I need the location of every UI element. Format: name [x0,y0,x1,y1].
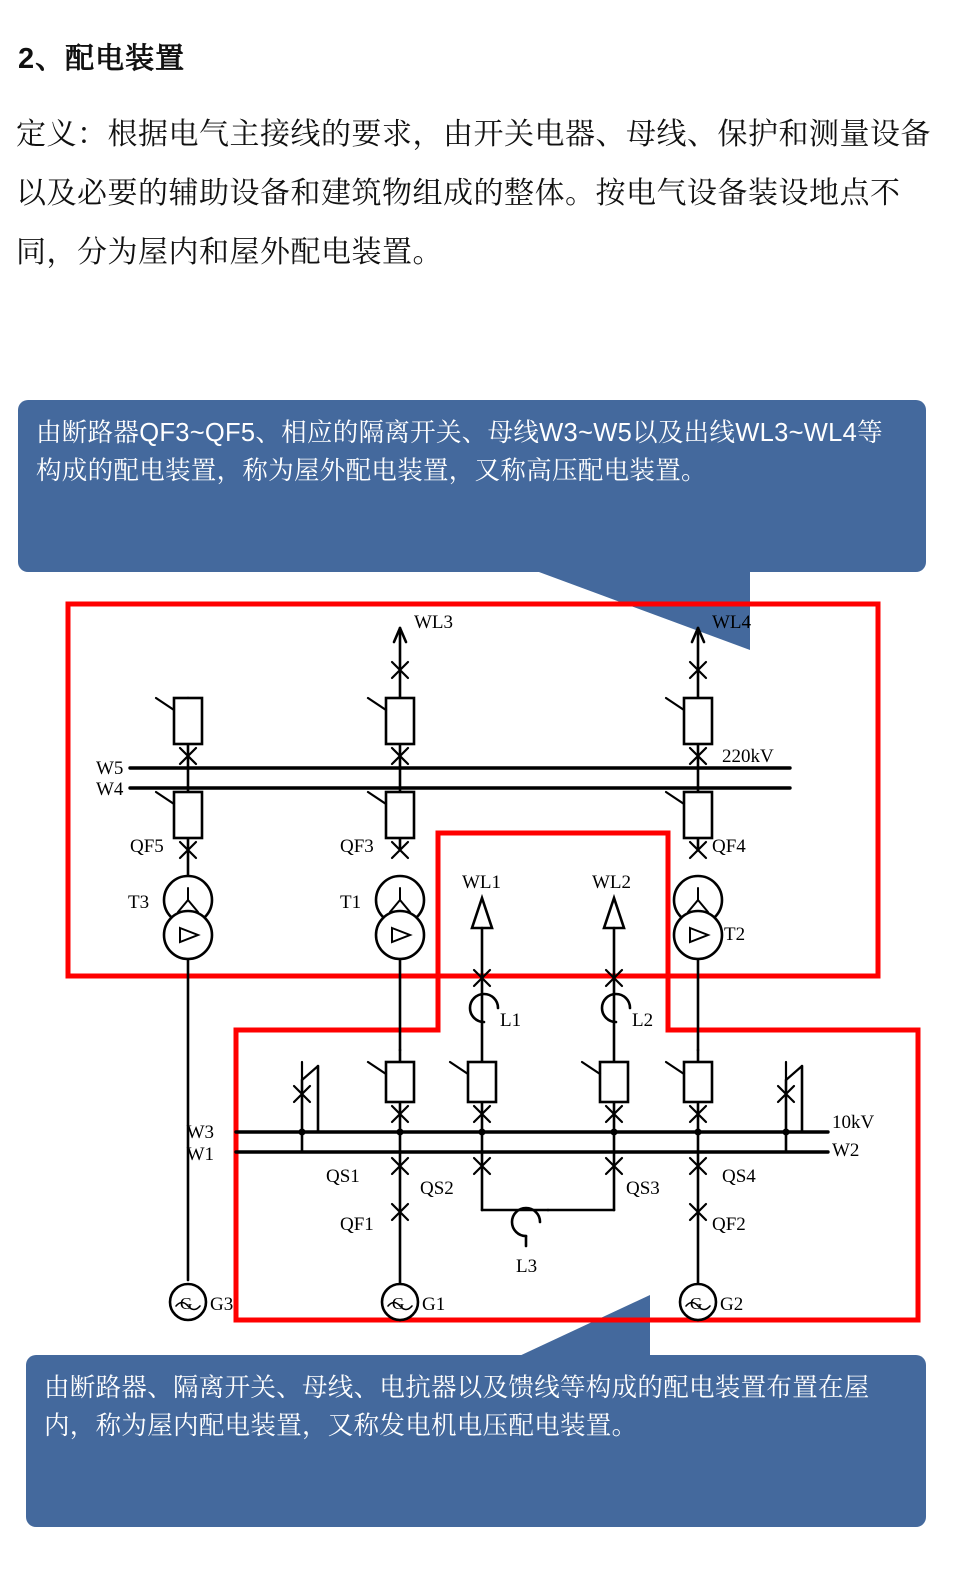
g2-breaker-lever [666,1062,684,1074]
bustie-right-switch [786,1062,802,1080]
label-220kv: 220kV [722,746,774,767]
label-qf3: QF3 [340,836,374,857]
qs2-breaker-lever [450,1062,468,1074]
t2-winding-lv [674,911,722,959]
wl4-breaker-lever [666,698,684,710]
junction-dot-6 [695,1129,702,1136]
l3-reactor [512,1208,540,1236]
qf5-breaker-upper-lever [156,698,174,710]
label-qs2: QS2 [420,1178,454,1199]
wl2-arrester [604,898,624,928]
wl1-arrester [472,898,492,928]
g1-breaker-lever [368,1062,386,1074]
qs3-breaker-box [600,1062,628,1102]
label-qf1: QF1 [340,1214,374,1235]
label-g3: G3 [210,1294,234,1315]
label-qf4: QF4 [712,836,746,857]
wl4-breaker [684,698,712,744]
single-line-diagram [0,580,960,1370]
wl3-breaker-lever [368,698,386,710]
junction-dot-2 [783,1129,790,1136]
definition-paragraph: 定义：根据电气主接线的要求，由开关电器、母线、保护和测量设备以及必要的辅助设备和建筑物组成的整体。按电气设备装设地点不同，分为屋内和屋外配电装置。 [16,118,931,269]
label-qs4: QS4 [722,1166,756,1187]
junction-dot-1 [299,1129,306,1136]
bustie-left-switch [302,1062,318,1080]
qf5-breaker-lower [174,792,202,838]
wl3-breaker-lower-lever [368,792,386,804]
junction-dot-3 [397,1129,404,1136]
label-l3: L3 [516,1256,538,1277]
label-10kv: 10kV [832,1112,875,1133]
qs3-breaker-lever [582,1062,600,1074]
label-qf5: QF5 [130,836,164,857]
junction-dot-5 [611,1129,618,1136]
label-w4: W4 [96,779,124,800]
t1-winding-lv [376,911,424,959]
label-w1: W1 [186,1144,214,1165]
g1-breaker-box [386,1062,414,1102]
label-w5: W5 [96,758,124,779]
qs2-breaker-box [468,1062,496,1102]
label-l1: L1 [500,1010,522,1031]
label-wl2: WL2 [592,872,632,893]
qf5-breaker-upper [174,698,202,744]
callout-indoor-switchgear: 由断路器、隔离开关、母线、电抗器以及馈线等构成的配电装置布置在屋内，称为屋内配电装置，又称发电机电压配电装置。 [26,1355,926,1527]
label-w2: W2 [832,1140,860,1161]
wl4-breaker-lower-lever [666,792,684,804]
g2-symbol: G [690,1294,703,1313]
t3-winding-lv [164,911,212,959]
label-wl4: WL4 [712,612,752,633]
label-l2: L2 [632,1010,654,1031]
wl3-breaker-lower [386,792,414,838]
label-t1: T1 [340,892,362,913]
label-t2: T2 [724,924,746,945]
highlight-indoor-box [236,833,918,1320]
l1-reactor [470,994,498,1022]
callout-outdoor-switchgear: 由断路器QF3~QF5、相应的隔离开关、母线W3~W5以及出线WL3~WL4等构成的配电装置，称为屋外配电装置，又称高压配电装置。 [18,400,926,572]
wl3-breaker [386,698,414,744]
g2-breaker-box [684,1062,712,1102]
label-qf2: QF2 [712,1214,746,1235]
label-qs3: QS3 [626,1178,660,1199]
wl4-breaker-lower [684,792,712,838]
l2-reactor [602,994,630,1022]
qf5-breaker-lower-lever [156,792,174,804]
label-w3: W3 [186,1122,214,1143]
g1-symbol: G [392,1294,405,1313]
label-t3: T3 [128,892,150,913]
label-g1: G1 [422,1294,446,1315]
label-wl3: WL3 [414,612,454,633]
label-qs1: QS1 [326,1166,360,1187]
label-g2: G2 [720,1294,744,1315]
g3-symbol: G [180,1294,193,1313]
page-title: 2、配电装置 [18,43,186,75]
junction-dot-4 [479,1129,486,1136]
label-wl1: WL1 [462,872,502,893]
